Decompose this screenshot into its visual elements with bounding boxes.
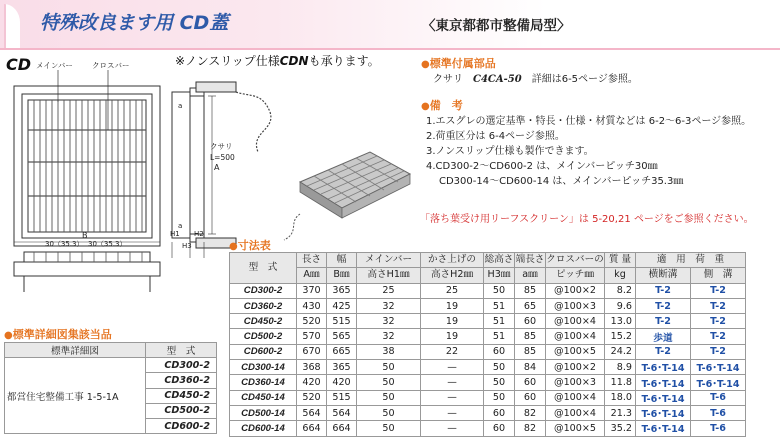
table-cell: — xyxy=(421,405,484,420)
plan-outer-frame xyxy=(14,86,160,246)
table-cell: @100×4 xyxy=(546,405,605,420)
table-cell: 32 xyxy=(357,314,421,329)
table-row xyxy=(230,329,746,344)
remarks-title-text: 備 考 xyxy=(429,99,463,112)
model-cell: CD300-2 xyxy=(146,358,217,373)
load-cell: T-2 xyxy=(636,283,691,298)
load-cell: T-6 xyxy=(691,405,746,420)
table-row xyxy=(230,421,746,436)
pitch-left-label: 30（35.3） xyxy=(45,240,84,248)
a-label-top: a xyxy=(178,102,183,110)
col-length-unit: A㎜ xyxy=(297,268,327,283)
table-cell: 50 xyxy=(357,375,421,390)
remark-3: 3.ノンスリップ仕様も製作できます。 xyxy=(426,146,594,157)
model-cell: CD360-2 xyxy=(146,373,217,388)
table-cell: — xyxy=(421,360,484,375)
h1-label: H1 xyxy=(170,230,180,238)
load-cell: T-2 xyxy=(691,329,746,344)
table-cell: 50 xyxy=(484,360,515,375)
standard-drawings-table xyxy=(4,342,217,434)
table-cell: 60 xyxy=(515,375,546,390)
chain-length-label: L=500 xyxy=(210,153,235,162)
table-cell: — xyxy=(421,375,484,390)
table-cell: 51 xyxy=(484,298,515,313)
b-dim-label: B xyxy=(82,231,88,240)
page-subtitle: 〈東京都都市整備局型〉 xyxy=(422,18,571,34)
model-cell: CD500-2 xyxy=(230,329,297,344)
table-cell: 60 xyxy=(515,390,546,405)
col-end: 端長さ xyxy=(515,253,546,268)
table-row xyxy=(230,360,746,375)
leaf-screen-note: 「落ち葉受け用リーフスクリーン」は 5-20,21 ページをご参照ください。 xyxy=(420,214,754,225)
standard-drawings-body xyxy=(5,358,217,434)
load-cell: T-6･T-14 xyxy=(691,375,746,390)
h3-label: H3 xyxy=(182,242,192,250)
col-mass: 質 量 xyxy=(605,253,636,268)
dimensions-title: ●寸法表 xyxy=(229,239,271,252)
col-main-bar-unit: 高さH1㎜ xyxy=(357,268,421,283)
table-cell: 60 xyxy=(515,314,546,329)
table-row xyxy=(230,298,746,313)
table-cell: 25 xyxy=(357,283,421,298)
remark-1: 1.エスグレの選定基準・特長・仕様・材質などは 6-2〜6-3ページ参照。 xyxy=(426,116,752,127)
load-cell: T-6･T-14 xyxy=(636,360,691,375)
drawing-name-cell: 都営住宅整備工事 1-5-1A xyxy=(5,358,146,434)
load-cell: T-2 xyxy=(691,283,746,298)
table-cell: 38 xyxy=(357,344,421,359)
table-cell: @100×2 xyxy=(546,283,605,298)
col-length: 長さ xyxy=(297,253,327,268)
table-cell: 520 xyxy=(297,390,327,405)
table-cell: 32 xyxy=(357,298,421,313)
table-row xyxy=(230,375,746,390)
table-cell: 24.2 xyxy=(605,344,636,359)
table-cell: 430 xyxy=(297,298,327,313)
load-cell: T-6･T-14 xyxy=(636,421,691,436)
table-cell: @100×4 xyxy=(546,329,605,344)
table-cell: 368 xyxy=(297,360,327,375)
table-cell: 564 xyxy=(297,405,327,420)
table-cell: 8.2 xyxy=(605,283,636,298)
table-row xyxy=(230,405,746,420)
grating-illustration xyxy=(284,152,410,240)
load-cell: T-6 xyxy=(691,390,746,405)
std-col-drawing: 標準詳細図 xyxy=(5,343,146,358)
model-cell: CD600-14 xyxy=(230,421,297,436)
chain-drawing xyxy=(236,92,271,152)
col-width: 幅 xyxy=(327,253,357,268)
table-cell: @100×5 xyxy=(546,344,605,359)
accessories-title: ●標準付属部品 xyxy=(421,57,496,70)
load-cell: T-2 xyxy=(691,344,746,359)
plan-main-bars xyxy=(34,100,142,232)
table-cell: 60 xyxy=(484,405,515,420)
col-lip: かさ上げの xyxy=(421,253,484,268)
load-cell: T-2 xyxy=(636,314,691,329)
col-load-side: 側 溝 xyxy=(691,268,746,283)
remarks-title: ●備 考 xyxy=(421,99,463,112)
model-cell: CD360-14 xyxy=(230,375,297,390)
table-cell: 19 xyxy=(421,314,484,329)
table-cell: 515 xyxy=(327,390,357,405)
load-cell: T-2 xyxy=(691,298,746,313)
dimensions-table xyxy=(229,252,746,437)
model-cell: CD300-2 xyxy=(230,283,297,298)
pitch-right-label: 30（35.3） xyxy=(88,240,127,248)
table-cell: 664 xyxy=(297,421,327,436)
table-cell: @100×4 xyxy=(546,390,605,405)
model-cell: CD450-2 xyxy=(146,388,217,403)
std-col-model: 型 式 xyxy=(146,343,217,358)
model-cell: CD450-14 xyxy=(230,390,297,405)
col-mass-unit: kg xyxy=(605,268,636,283)
load-cell: T-2 xyxy=(636,344,691,359)
table-cell: 420 xyxy=(327,375,357,390)
col-load-cross: 横断溝 xyxy=(636,268,691,283)
col-model: 型 式 xyxy=(230,253,297,284)
nonslip-model: CDN xyxy=(279,54,309,68)
table-cell: 19 xyxy=(421,298,484,313)
table-row xyxy=(230,314,746,329)
nonslip-note-b: も承ります。 xyxy=(308,54,380,68)
table-cell: 35.2 xyxy=(605,421,636,436)
table-cell: 82 xyxy=(515,421,546,436)
col-load: 適 用 荷 重 xyxy=(636,253,746,268)
model-cell: CD600-2 xyxy=(230,344,297,359)
table-cell: 425 xyxy=(327,298,357,313)
header-divider xyxy=(0,48,780,50)
model-cell: CD300-14 xyxy=(230,360,297,375)
a-dim-label: A xyxy=(214,163,220,172)
table-cell: 32 xyxy=(357,329,421,344)
table-cell: 565 xyxy=(327,329,357,344)
dimensions-table-body xyxy=(230,283,746,436)
table-cell: @100×2 xyxy=(546,360,605,375)
col-total-unit: H3㎜ xyxy=(484,268,515,283)
col-cross: クロスバーの xyxy=(546,253,605,268)
table-cell: 82 xyxy=(515,405,546,420)
main-bar-label: メインバー xyxy=(36,62,73,70)
table-cell: 664 xyxy=(327,421,357,436)
table-cell: 60 xyxy=(484,344,515,359)
table-cell: — xyxy=(421,390,484,405)
table-cell: 50 xyxy=(484,375,515,390)
table-cell: 11.8 xyxy=(605,375,636,390)
remark-4: 4.CD300-2〜CD600-2 は、メインバーピッチ30㎜ xyxy=(426,161,658,172)
table-cell: 564 xyxy=(327,405,357,420)
table-cell: 51 xyxy=(484,329,515,344)
table-cell: 50 xyxy=(357,360,421,375)
col-width-unit: B㎜ xyxy=(327,268,357,283)
table-cell: 50 xyxy=(357,405,421,420)
remark-5: CD300-14〜CD600-14 は、メインバーピッチ35.3㎜ xyxy=(439,176,684,187)
cross-bar-label: クロスバー xyxy=(92,62,130,70)
table-cell: 84 xyxy=(515,360,546,375)
table-cell: 50 xyxy=(484,283,515,298)
page-title: 特殊改良ます用 CD蓋 xyxy=(40,12,229,34)
h2-label: H2 xyxy=(194,230,204,238)
table-cell: 21.3 xyxy=(605,405,636,420)
table-cell: 370 xyxy=(297,283,327,298)
nonslip-note-a: ※ノンスリップ仕様 xyxy=(175,54,280,68)
table-cell: 51 xyxy=(484,314,515,329)
table-cell: 365 xyxy=(327,283,357,298)
accessory-model: C4CA-50 xyxy=(473,74,522,85)
model-cell: CD600-2 xyxy=(146,418,217,433)
table-cell: 50 xyxy=(357,390,421,405)
table-cell: 9.6 xyxy=(605,298,636,313)
col-main-bar: メインバー xyxy=(357,253,421,268)
section-view xyxy=(14,252,160,292)
table-cell: @100×3 xyxy=(546,298,605,313)
table-cell: — xyxy=(421,421,484,436)
table-cell: 65 xyxy=(515,298,546,313)
model-cell: CD500-2 xyxy=(146,403,217,418)
remark-2: 2.荷重区分は 6-4ページ参照。 xyxy=(426,131,565,142)
table-cell: 18.0 xyxy=(605,390,636,405)
accessory-detail: 詳細は6-5ページ参照。 xyxy=(531,74,638,85)
table-row xyxy=(230,283,746,298)
standard-drawings-title-text: 標準詳細図集該当品 xyxy=(12,328,112,341)
table-row xyxy=(5,358,217,373)
accessory-label: クサリ xyxy=(433,74,463,85)
accessories-title-text: 標準付属部品 xyxy=(429,57,496,70)
table-cell: 365 xyxy=(327,360,357,375)
product-model-label: CD xyxy=(6,55,32,74)
table-cell: @100×3 xyxy=(546,375,605,390)
load-cell: T-6･T-14 xyxy=(636,405,691,420)
table-cell: @100×5 xyxy=(546,421,605,436)
table-cell: 665 xyxy=(327,344,357,359)
col-lip-unit: 高さH2㎜ xyxy=(421,268,484,283)
dimensions-title-text: 寸法表 xyxy=(237,239,271,252)
table-cell: 670 xyxy=(297,344,327,359)
load-cell: T-6･T-14 xyxy=(691,360,746,375)
load-cell: T-2 xyxy=(691,314,746,329)
table-cell: @100×4 xyxy=(546,314,605,329)
load-cell: T-6･T-14 xyxy=(636,375,691,390)
table-cell: 22 xyxy=(421,344,484,359)
table-cell: 50 xyxy=(357,421,421,436)
table-cell: 25 xyxy=(421,283,484,298)
table-cell: 570 xyxy=(297,329,327,344)
table-cell: 520 xyxy=(297,314,327,329)
model-cell: CD360-2 xyxy=(230,298,297,313)
accessories-item xyxy=(433,70,638,85)
table-cell: 85 xyxy=(515,344,546,359)
table-row xyxy=(230,390,746,405)
table-cell: 13.0 xyxy=(605,314,636,329)
plan-inner-frame xyxy=(22,94,152,238)
col-total: 総高さ xyxy=(484,253,515,268)
table-row xyxy=(230,344,746,359)
table-cell: 85 xyxy=(515,283,546,298)
table-cell: 50 xyxy=(484,390,515,405)
model-cell: CD450-2 xyxy=(230,314,297,329)
table-cell: 515 xyxy=(327,314,357,329)
load-cell: T-6 xyxy=(691,421,746,436)
table-cell: 8.9 xyxy=(605,360,636,375)
load-cell: T-2 xyxy=(636,298,691,313)
chain-label: クサリ xyxy=(210,142,233,151)
col-cross-unit: ピッチ㎜ xyxy=(546,268,605,283)
table-cell: 60 xyxy=(484,421,515,436)
model-cell: CD500-14 xyxy=(230,405,297,420)
table-cell: 19 xyxy=(421,329,484,344)
standard-drawings-title: ●標準詳細図集該当品 xyxy=(4,328,112,341)
a-label-bottom: a xyxy=(178,222,183,230)
table-cell: 15.2 xyxy=(605,329,636,344)
table-cell: 85 xyxy=(515,329,546,344)
col-end-unit: a㎜ xyxy=(515,268,546,283)
table-cell: 420 xyxy=(297,375,327,390)
load-cell: 歩道 xyxy=(636,329,691,344)
load-cell: T-6･T-14 xyxy=(636,390,691,405)
